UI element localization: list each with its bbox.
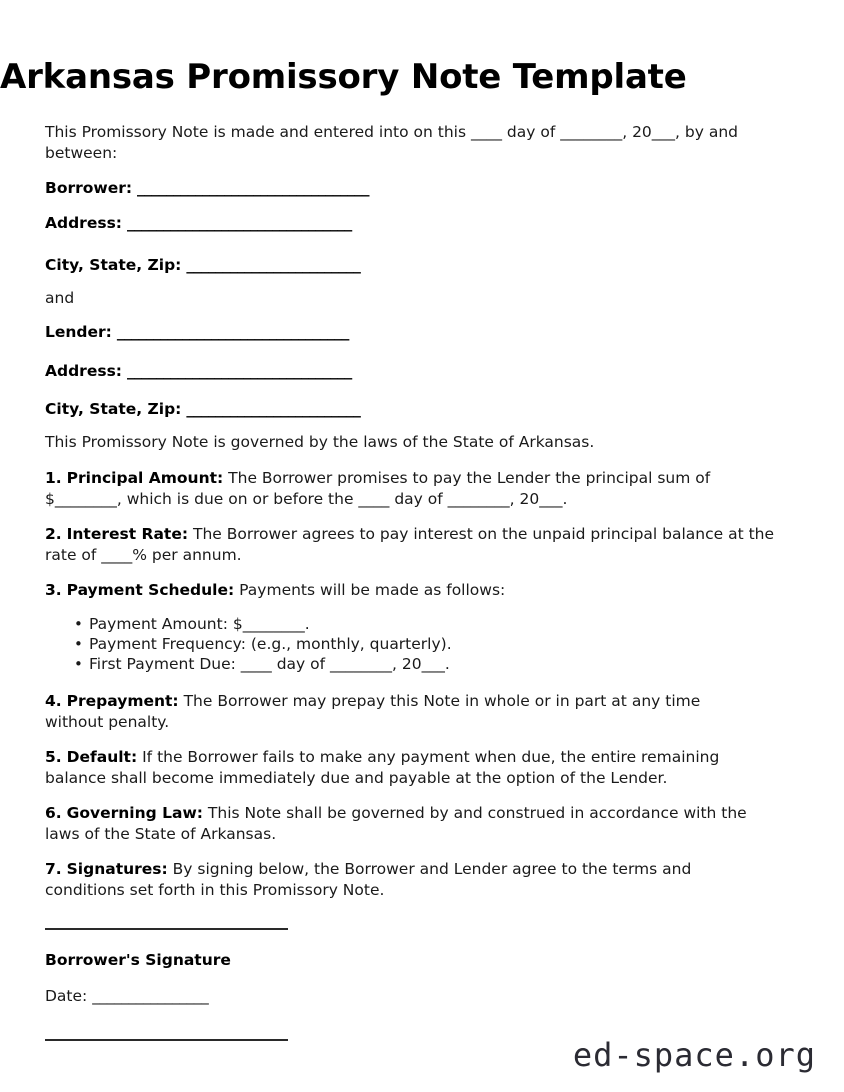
clause-6-heading: Governing Law: — [66, 804, 203, 822]
borrower-signature-label: Borrower's Signature — [45, 951, 231, 969]
clause-1-heading: Principal Amount: — [66, 469, 224, 487]
clause-1 — [45, 468, 767, 509]
clause-3-number: 3. — [45, 581, 62, 599]
clause-4-body: The Borrower may prepay this Note in whole or in part at any time without penalty. — [45, 692, 701, 731]
clause-7-heading: Signatures: — [66, 860, 168, 878]
clause-5-number: 5. — [45, 748, 62, 766]
clause-1-body: The Borrower promises to pay the Lender the principal sum of $________, which is due on or before the ____ day of ________, 20___. — [45, 469, 711, 508]
payment-schedule-list — [45, 614, 452, 674]
clause-7-body: By signing below, the Borrower and Lender agree to the terms and conditions set forth in this Promissory Note. — [45, 860, 692, 899]
clause-3-heading: Payment Schedule: — [66, 581, 235, 599]
watermark: ed-space.org — [572, 1036, 816, 1074]
field-lender-city-blank[interactable]: ________________________ — [186, 400, 361, 418]
field-lender — [45, 322, 349, 343]
clause-2-heading: Interest Rate: — [66, 525, 189, 543]
field-lender-city-label: City, State, Zip: — [45, 400, 182, 418]
field-lender-address — [45, 361, 352, 382]
clause-2-body: The Borrower agrees to pay interest on the unpaid principal balance at the rate of ____% per annum. — [45, 525, 775, 564]
clause-7 — [45, 859, 751, 900]
clause-6 — [45, 803, 781, 844]
clause-5-body: If the Borrower fails to make any payment when due, the entire remaining balance shall become immediately due and payable at the option of the Lender. — [45, 748, 720, 787]
clause-4-number: 4. — [45, 692, 62, 710]
clause-3-body: Payments will be made as follows: — [239, 581, 506, 599]
clause-4 — [45, 691, 757, 732]
field-borrower-address — [45, 213, 352, 234]
list-item: • Payment Amount: $________. — [45, 614, 452, 634]
field-lender-label: Lender: — [45, 323, 112, 341]
field-borrower-label: Borrower: — [45, 179, 133, 197]
borrower-signature-line[interactable] — [45, 928, 288, 930]
clause-5 — [45, 747, 771, 788]
clause-6-number: 6. — [45, 804, 62, 822]
field-borrower-city — [45, 255, 360, 276]
field-borrower-address-label: Address: — [45, 214, 122, 232]
field-borrower-city-label: City, State, Zip: — [45, 256, 182, 274]
list-item: • Payment Frequency: (e.g., monthly, quarterly). — [45, 634, 452, 654]
field-lender-blank[interactable]: ________________________________ — [116, 323, 349, 341]
page-title: Arkansas Promissory Note Template — [0, 57, 687, 97]
clause-6-body: This Note shall be governed by and construed in accordance with the laws of the State of Arkansas. — [45, 804, 747, 843]
field-borrower-city-blank[interactable]: ________________________ — [186, 256, 361, 274]
borrower-date-blank[interactable]: ________________ — [92, 987, 209, 1005]
field-lender-address-blank[interactable]: _______________________________ — [126, 362, 352, 380]
clause-3 — [45, 580, 767, 601]
governing-statement: This Promissory Note is governed by the laws of the State of Arkansas. — [45, 433, 595, 451]
list-item: • First Payment Due: ____ day of ________, 20___. — [45, 654, 452, 674]
clause-4-heading: Prepayment: — [66, 692, 179, 710]
clause-2 — [45, 524, 785, 565]
clause-5-heading: Default: — [66, 748, 138, 766]
field-lender-city — [45, 399, 360, 420]
field-borrower-blank[interactable]: ________________________________ — [137, 179, 370, 197]
field-borrower — [45, 178, 369, 199]
borrower-date-field — [45, 987, 208, 1005]
borrower-date-label: Date: — [45, 987, 88, 1005]
clause-2-number: 2. — [45, 525, 62, 543]
lender-signature-line[interactable] — [45, 1039, 288, 1041]
clause-1-number: 1. — [45, 469, 62, 487]
field-borrower-address-blank[interactable]: _______________________________ — [126, 214, 352, 232]
intro-paragraph: This Promissory Note is made and entered into on this ____ day of ________, 20___, by and between: — [45, 123, 738, 162]
clause-7-number: 7. — [45, 860, 62, 878]
parties-conjunction: and — [45, 289, 75, 307]
field-lender-address-label: Address: — [45, 362, 122, 380]
